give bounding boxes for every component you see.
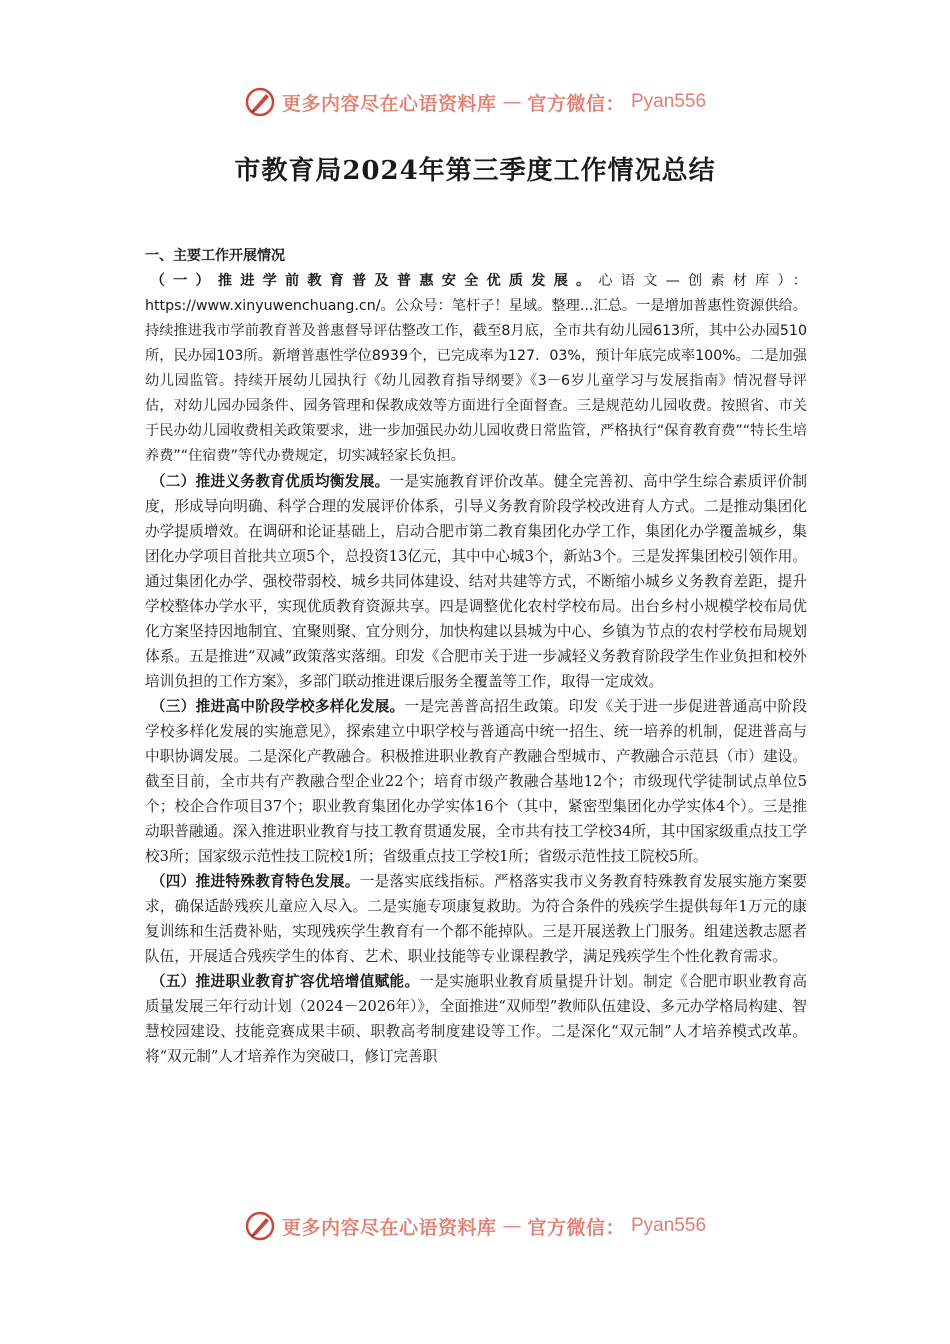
paragraph-4-lead: （四）推进特殊教育特色发展。	[150, 873, 360, 890]
paragraph-1-lead: （一）推进学前教育普及普惠安全优质发展。	[150, 273, 599, 289]
paragraph-5	[145, 969, 807, 1069]
banner-separator: —	[502, 91, 522, 113]
paragraph-2-body: 一是实施教育评价改革。健全完善初、高中学生综合素质评价制度，形成导向明确、科学合理的发展评价体系，引导义务教育阶段学校改进育人方式。二是推动集团化办学提质增效。在调研和论证基础上，启动合肥市第二教育集团化办学工作，集团化办学覆盖城乡，集团化办学项目首批共立项5个，总投资13亿元，其中中心城3个，新站3个。三是发挥集团校引领作用。通过集团化办学、强校带弱校、城乡共同体建设、结对共建等方式，不断缩小城乡义务教育差距，提升学校整体办学水平，实现优质教育资源共享。四是调整优化农村学校布局。出台乡村小规模学校布局优化方案坚持因地制宜、宜聚则聚、宜分则分，加快构建以县城为中心、乡镇为节点的农村学校布局规划体系。五是推进“双减”政策落实落细。印发《合肥市关于进一步减轻义务教育阶段学生作业负担和校外培训负担的工作方案》，多部门联动推进课后服务全覆盖等工作，取得一定成效。	[145, 473, 807, 690]
paragraph-1	[145, 269, 807, 469]
banner-slogan: 更多内容尽在心语资料库	[281, 92, 497, 115]
pen-logo-icon	[244, 1210, 276, 1242]
paragraph-5-body: 一是实施职业教育质量提升计划。制定《合肥市职业教育高质量发展三年行动计划（2024－2026年）》，全面推进“双师型”教师队伍建设、多元办学格局构建、智慧校园建设、技能竞赛成果丰硕、职教高考制度建设等工作。二是深化“双元制”人才培养模式改革。将“双元制”人才培养作为突破口，修订完善职	[145, 973, 807, 1065]
page-title: 市教育局2024年第三季度工作情况总结	[234, 156, 716, 186]
banner-slogan: 更多内容尽在心语资料库	[281, 1216, 497, 1239]
banner-separator: —	[502, 1215, 522, 1237]
paragraph-2	[145, 469, 807, 694]
banner-label: 官方微信：	[527, 1216, 625, 1239]
footer-banner	[0, 1210, 950, 1242]
banner-wechat-id: Pyan556	[631, 1215, 707, 1236]
paragraph-3	[145, 694, 807, 869]
pen-logo-icon	[244, 86, 276, 118]
paragraph-3-body: 一是完善普高招生政策。印发《关于进一步促进普通高中阶段学校多样化发展的实施意见》，探索建立中职学校与普通高中统一招生、统一培养的机制，促进普高与中职协调发展。二是深化产教融合。积极推进职业教育产教融合型城市、产教融合示范县（市）建设。截至目前，全市共有产教融合型企业22个；培育市级产教融合基地12个；市级现代学徒制试点单位5个；校企合作项目37个；职业教育集团化办学实体16个（其中，紧密型集团化办学实体4个）。三是推动职普融通。深入推进职业教育与技工教育贯通发展，全市共有技工学校34所，其中国家级重点技工学校3所；国家级示范性技工院校1所；省级重点技工学校1所；省级示范性技工院校5所。	[145, 698, 807, 865]
paragraph-4	[145, 869, 807, 969]
banner-label: 官方微信：	[527, 92, 625, 115]
header-banner	[0, 86, 950, 118]
section-heading: 一、主要工作开展情况	[145, 248, 285, 264]
paragraph-4-body: 一是落实底线指标。严格落实我市义务教育特殊教育发展实施方案要求，确保适龄残疾儿童应入尽入。二是实施专项康复救助。为符合条件的残疾学生提供每年1万元的康复训练和生活费补贴，实现残疾学生教育有一个都不能掉队。三是开展送教上门服务。组建送教志愿者队伍，开展适合残疾学生的体育、艺术、职业技能等专业课程教学，满足残疾学生个性化教育需求。	[145, 873, 807, 965]
banner-wechat-id: Pyan556	[631, 91, 707, 112]
paragraph-3-lead: （三）推进高中阶段学校多样化发展。	[150, 698, 405, 715]
document-body	[145, 244, 807, 1069]
paragraph-5-lead: （五）推进职业教育扩容优培增值赋能。	[150, 973, 420, 990]
paragraph-1-body: 心语文—创素材库）：https://www.xinyuwenchuang.cn/。公众号：笔杆子！星域。整理...汇总。一是增加普惠性资源供给。持续推进我市学前教育普及普惠督导评估整改工作，截至8月底，全市共有幼儿园613所，其中公办园510所，民办园103所。新增普惠性学位8939个，已完成率为127．03%，预计年底完成率100%。二是加强幼儿园监管。持续开展幼儿园执行《幼儿园教育指导纲要》《3－6岁儿童学习与发展指南》情况督导评估，对幼儿园办园条件、园务管理和保教成效等方面进行全面督查。三是规范幼儿园收费。按照省、市关于民办幼儿园收费相关政策要求，进一步加强民办幼儿园收费日常监管，严格执行“保育教育费”“特长生培养费”“住宿费”等代办费规定，切实减轻家长负担。	[145, 273, 807, 464]
paragraph-2-lead: （二）推进义务教育优质均衡发展。	[150, 473, 390, 490]
